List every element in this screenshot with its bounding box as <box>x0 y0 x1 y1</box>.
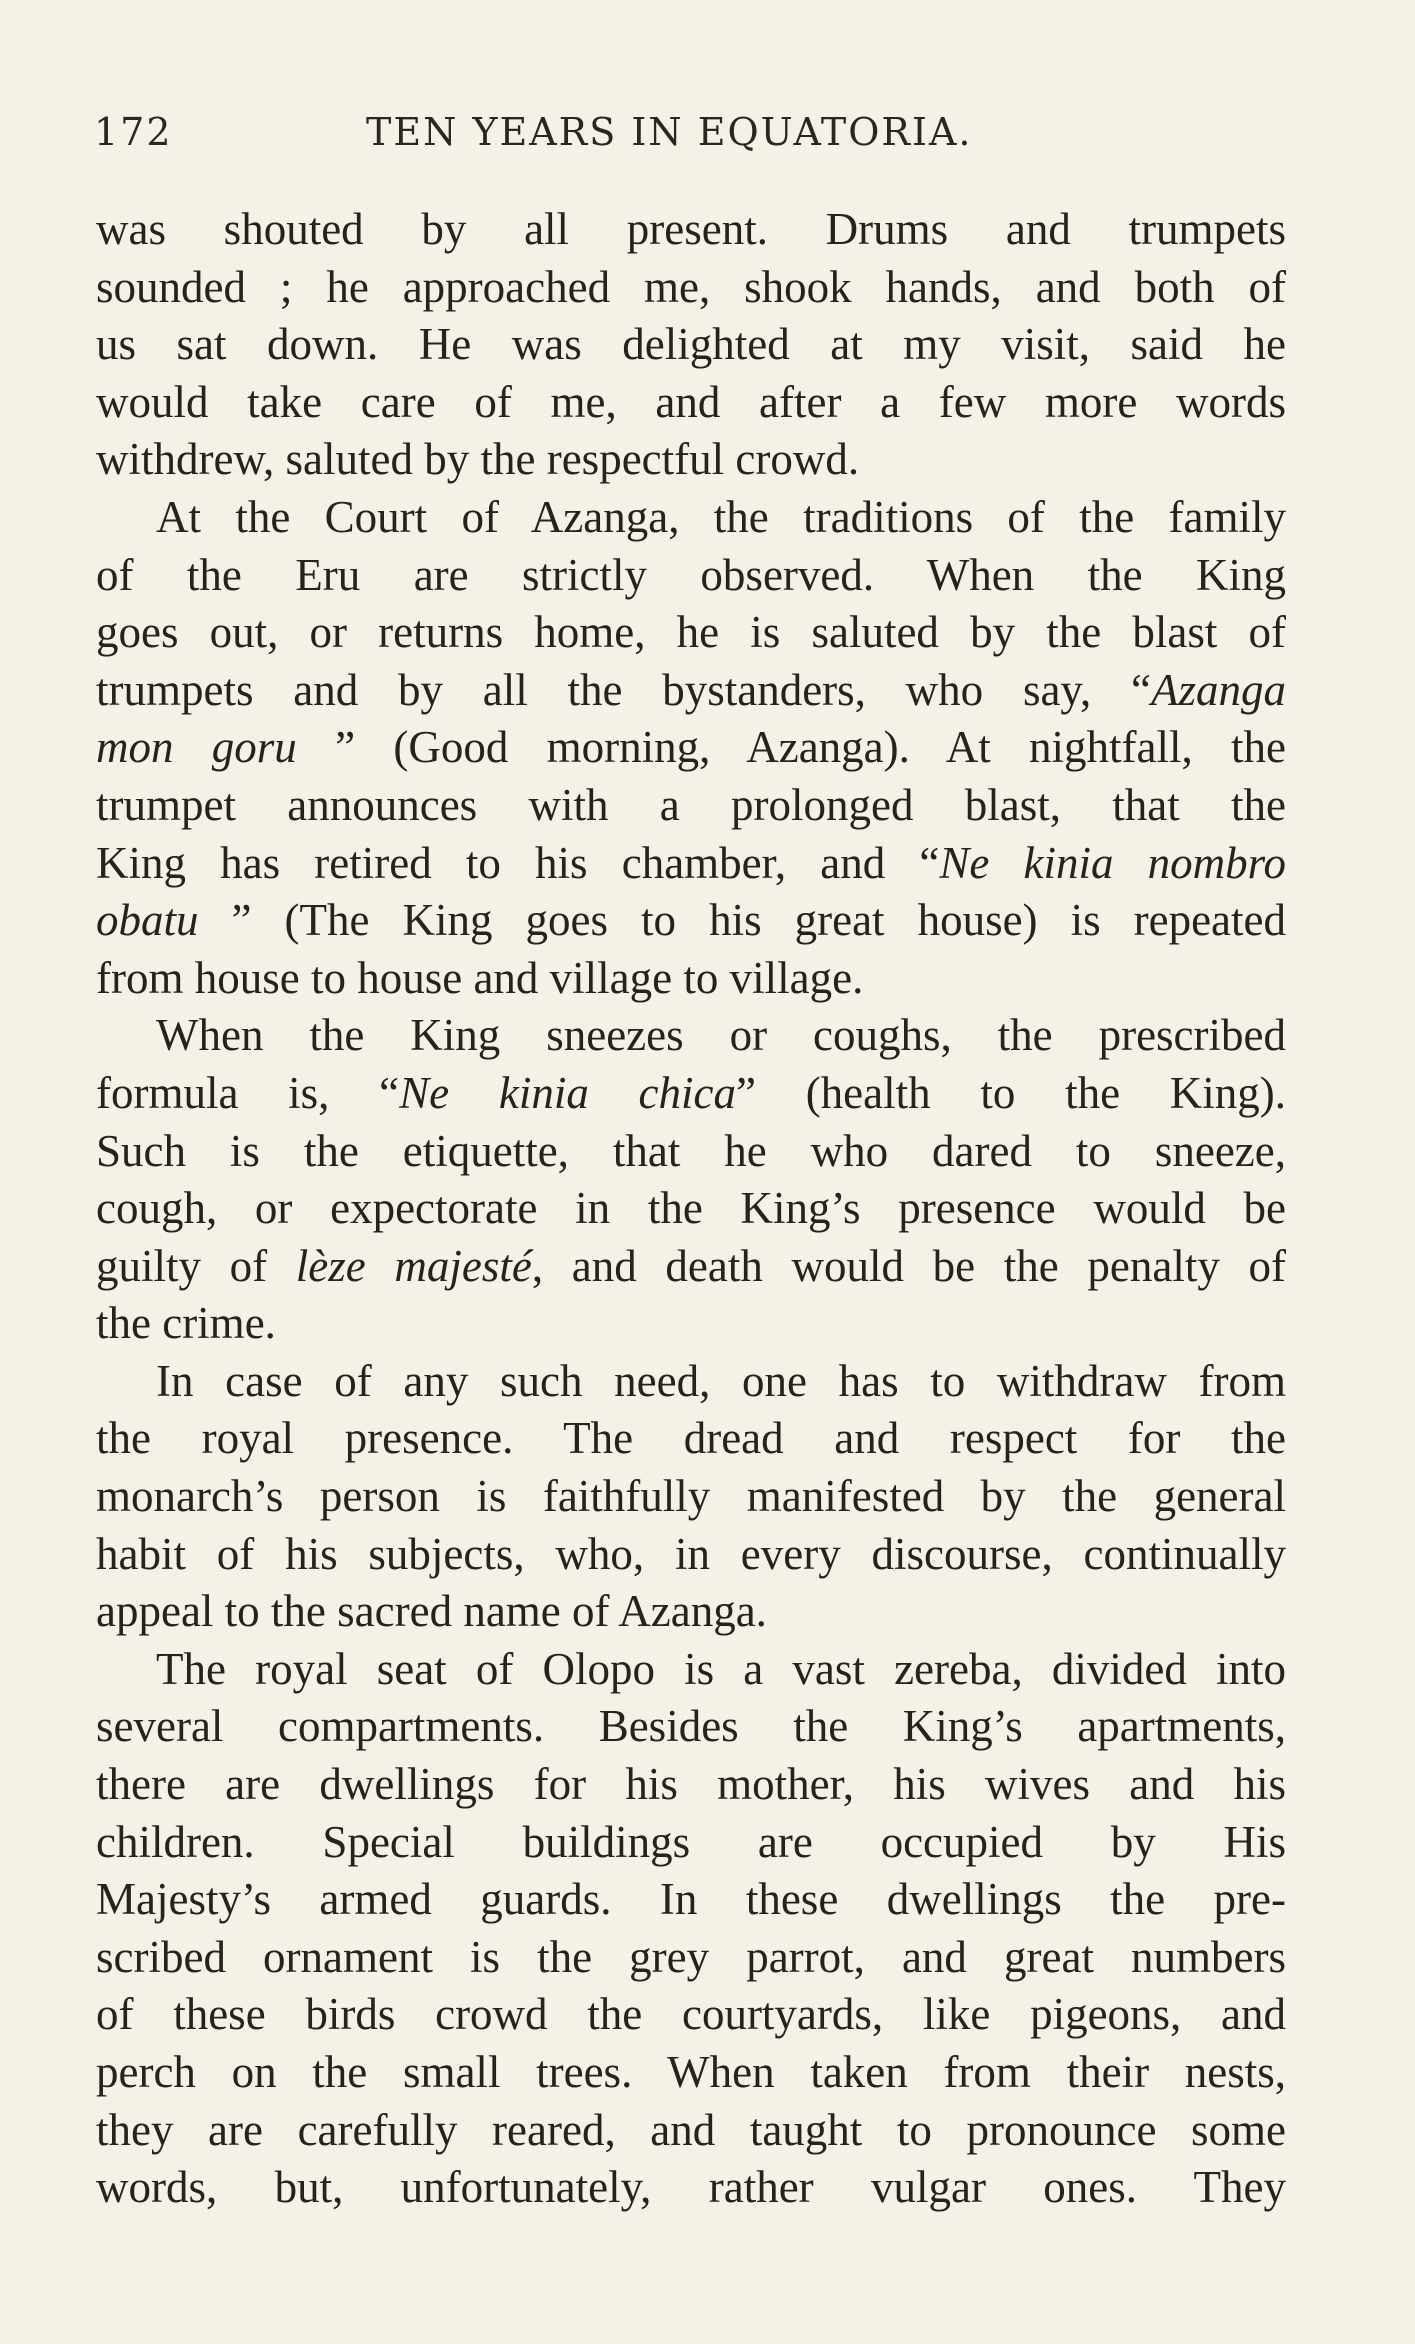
text-line: of these birds crowd the courtyards, like pigeons, and <box>96 1989 1286 2040</box>
text-line: perch on the small trees. When taken from their nests, <box>96 2047 1286 2097</box>
italic-phrase: Ne kinia chica <box>399 1067 736 1118</box>
page-header <box>94 110 1094 170</box>
italic-phrase: mon goru <box>96 722 297 773</box>
text-line: At the Court of Azanga, the traditions of the family <box>156 491 1286 542</box>
text-line <box>96 892 1286 950</box>
text-line: scribed ornament is the grey parrot, and great numbers <box>96 1931 1286 1982</box>
text-line: children. Special buildings are occupied by His <box>96 1816 1286 1867</box>
text-line <box>96 719 1286 777</box>
running-title: TEN YEARS IN EQUATORIA. <box>366 110 973 154</box>
text-line: was shouted by all present. Drums and trumpets <box>96 204 1286 254</box>
text-segment: ” (Good morning, Azanga). At nightfall, the <box>296 722 1286 773</box>
text-segment: guilty of <box>96 1240 296 1291</box>
text-segment: King has retired to his chamber, and “ <box>96 837 940 888</box>
text-line: sounded ; he approached me, shook hands, and both of <box>96 261 1286 312</box>
text-line: from house to house and village to village. <box>96 952 864 1003</box>
text-segment: formula is, “ <box>96 1067 400 1118</box>
text-line <box>96 1065 1286 1123</box>
body-text <box>96 201 1286 2217</box>
text-line: trumpet announces with a prolonged blast, that the <box>96 779 1286 830</box>
italic-phrase: Ne kinia nombro <box>939 837 1286 888</box>
text-line: In case of any such need, one has to withdraw from <box>156 1355 1286 1406</box>
text-line: would take care of me, and after a few more words <box>96 376 1286 427</box>
text-segment: ” (health to the King). <box>736 1067 1287 1118</box>
text-line: The royal seat of Olopo is a vast zereba, divided into <box>156 1643 1286 1694</box>
italic-phrase: obatu <box>96 895 199 946</box>
text-line: appeal to the sacred name of Azanga. <box>96 1586 767 1637</box>
text-line <box>96 1238 1286 1296</box>
text-line: us sat down. He was delighted at my visit, said he <box>96 319 1286 370</box>
text-line: the royal presence. The dread and respect for the <box>96 1413 1286 1464</box>
text-line: goes out, or returns home, he is saluted by the blast of <box>96 607 1286 658</box>
italic-phrase: lèze majesté <box>295 1240 532 1291</box>
text-segment: ” (The King goes to his great house) is repeated <box>198 895 1286 946</box>
text-segment: , and death would be the penalty of <box>531 1240 1286 1291</box>
text-line: Majesty’s armed guards. In these dwellings the pre- <box>96 1874 1286 1925</box>
text-line: monarch’s person is faithfully manifested by the general <box>96 1471 1286 1522</box>
text-line: the crime. <box>96 1298 276 1349</box>
text-line: of the Eru are strictly observed. When the King <box>96 549 1286 600</box>
text-line: several compartments. Besides the King’s apartments, <box>96 1701 1286 1752</box>
text-line: When the King sneezes or coughs, the prescribed <box>156 1010 1286 1061</box>
text-line: habit of his subjects, who, in every discourse, continually <box>96 1528 1286 1579</box>
text-segment: trumpets and by all the bystanders, who say, “ <box>96 664 1151 715</box>
text-line <box>96 662 1286 720</box>
text-line <box>96 835 1286 893</box>
text-line: they are carefully reared, and taught to pronounce some <box>96 2104 1286 2155</box>
text-line: Such is the etiquette, that he who dared to sneeze, <box>96 1125 1286 1176</box>
text-line: words, but, unfortunately, rather vulgar ones. They <box>96 2162 1286 2213</box>
page-number: 172 <box>94 110 173 154</box>
text-line: withdrew, saluted by the respectful crowd. <box>96 434 860 485</box>
text-line: cough, or expectorate in the King’s presence would be <box>96 1183 1286 1234</box>
text-line: there are dwellings for his mother, his wives and his <box>96 1759 1286 1810</box>
italic-phrase: Azanga <box>1151 664 1286 715</box>
